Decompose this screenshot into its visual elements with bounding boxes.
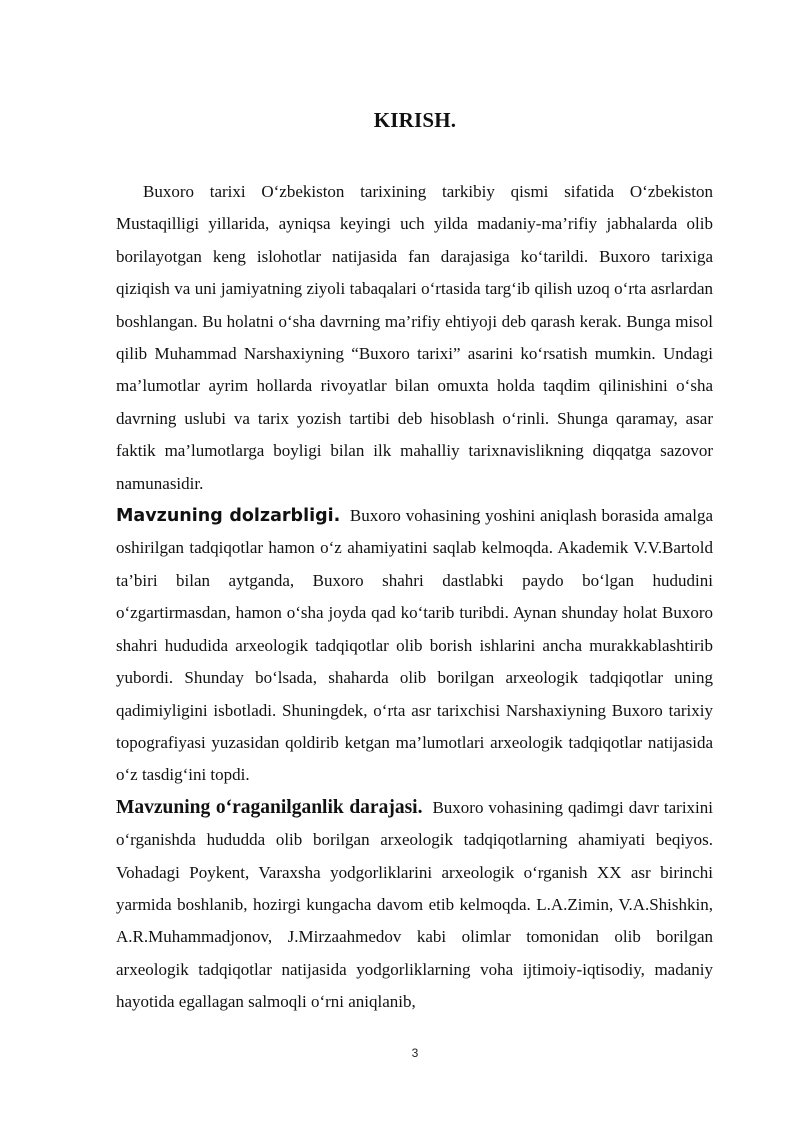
document-body bbox=[116, 176, 713, 1019]
paragraph-text: Buxoro vohasining yoshini aniqlash borasida amalga oshirilgan tadqiqotlar hamon o‘z ahamiyatini saqlab kelmoqda. Akademik V.V.Bartold ta’biri bilan aytganda, Buxoro shahri dastlabki paydo bo‘lgan hududini o‘zgartirmasdan, hamon o‘sha joyda qad ko‘tarib turibdi. Aynan shunday holat Buxoro shahri hududida arxeologik tadqiqotlar olib borish ishlarini ancha murakkablashtirib yubordi. Shunday bo‘lsada, shaharda olib borilgan arxeologik tadqiqotlar uning qadimiyligini isbotladi. Shuningdek, o‘rta asr tarixchisi Narshaxiyning Buxoro tarixiy topografiyasi yuzasidan qoldirib ketgan ma’lumotlari arxeologik tadqiqotlar natijasida o‘z tasdig‘ini topdi. bbox=[116, 506, 714, 785]
page-title: KIRISH. bbox=[373, 108, 457, 132]
paragraph-text: Buxoro vohasining qadimgi davr tarixini o‘rganishda hududda olib borilgan arxeologik tadqiqotlarning ahamiyati beqiyos. Vohadagi Poykent, Varaxsha yodgorliklarini arxeologik o‘rganish XX asr birinchi yarmida boshlanib, hozirgi kungacha davom etib kelmoqda. L.A.Zimin, V.A.Shishkin, A.R.Muhammadjonov, J.Mirzaahmedov kabi olimlar tomonidan olib borilgan arxeologik tadqiqotlar natijasida yodgorliklarning voha ijtimoiy-iqtisodiy, madaniy hayotida egallagan salmoqli o‘rni aniqlanib, bbox=[116, 797, 713, 1012]
page-number: 3 bbox=[411, 1046, 419, 1060]
paragraph-text: Buxoro tarixi O‘zbekiston tarixining tarkibiy qismi sifatida O‘zbekiston Mustaqilligi yillarida, ayniqsa keyingi uch yilda madaniy-ma’rifiy jabhalarda olib borilayotgan keng islohotlar natijasida fan darajasiga ko‘tarildi. Buxoro tarixiga qiziqish va uni jamiyatning ziyoli tabaqalari o‘rtasida targ‘ib qilish uzoq o‘rta asrlardan boshlangan. Bu holatni o‘sha davrning ma’rifiy ehtiyoji deb qarash kerak. Bunga misol qilib Muhammad Narshaxiyning “Buxoro tarixi” asarini ko‘rsatish mumkin. Undagi ma’lumotlar ayrim hollarda rivoyatlar bilan omuxta holda taqdim qilinishini o‘sha davrning uslubi va tarix yozish tartibi deb hisoblash o‘rinli. Shunga qaramay, asar faktik ma’lumotlarga boyligi bilan ilk mahalliy tarixnavislikning diqqatga sazovor namunasidir. bbox=[116, 182, 713, 493]
paragraph-relevance bbox=[116, 500, 713, 792]
section-heading-research-degree: Mavzuning o‘raganilganlik darajasi. bbox=[116, 796, 423, 818]
paragraph-research-degree bbox=[116, 792, 713, 1019]
paragraph-introduction bbox=[116, 176, 713, 500]
section-heading-relevance: Mavzuning dolzarbligi. bbox=[116, 506, 341, 527]
